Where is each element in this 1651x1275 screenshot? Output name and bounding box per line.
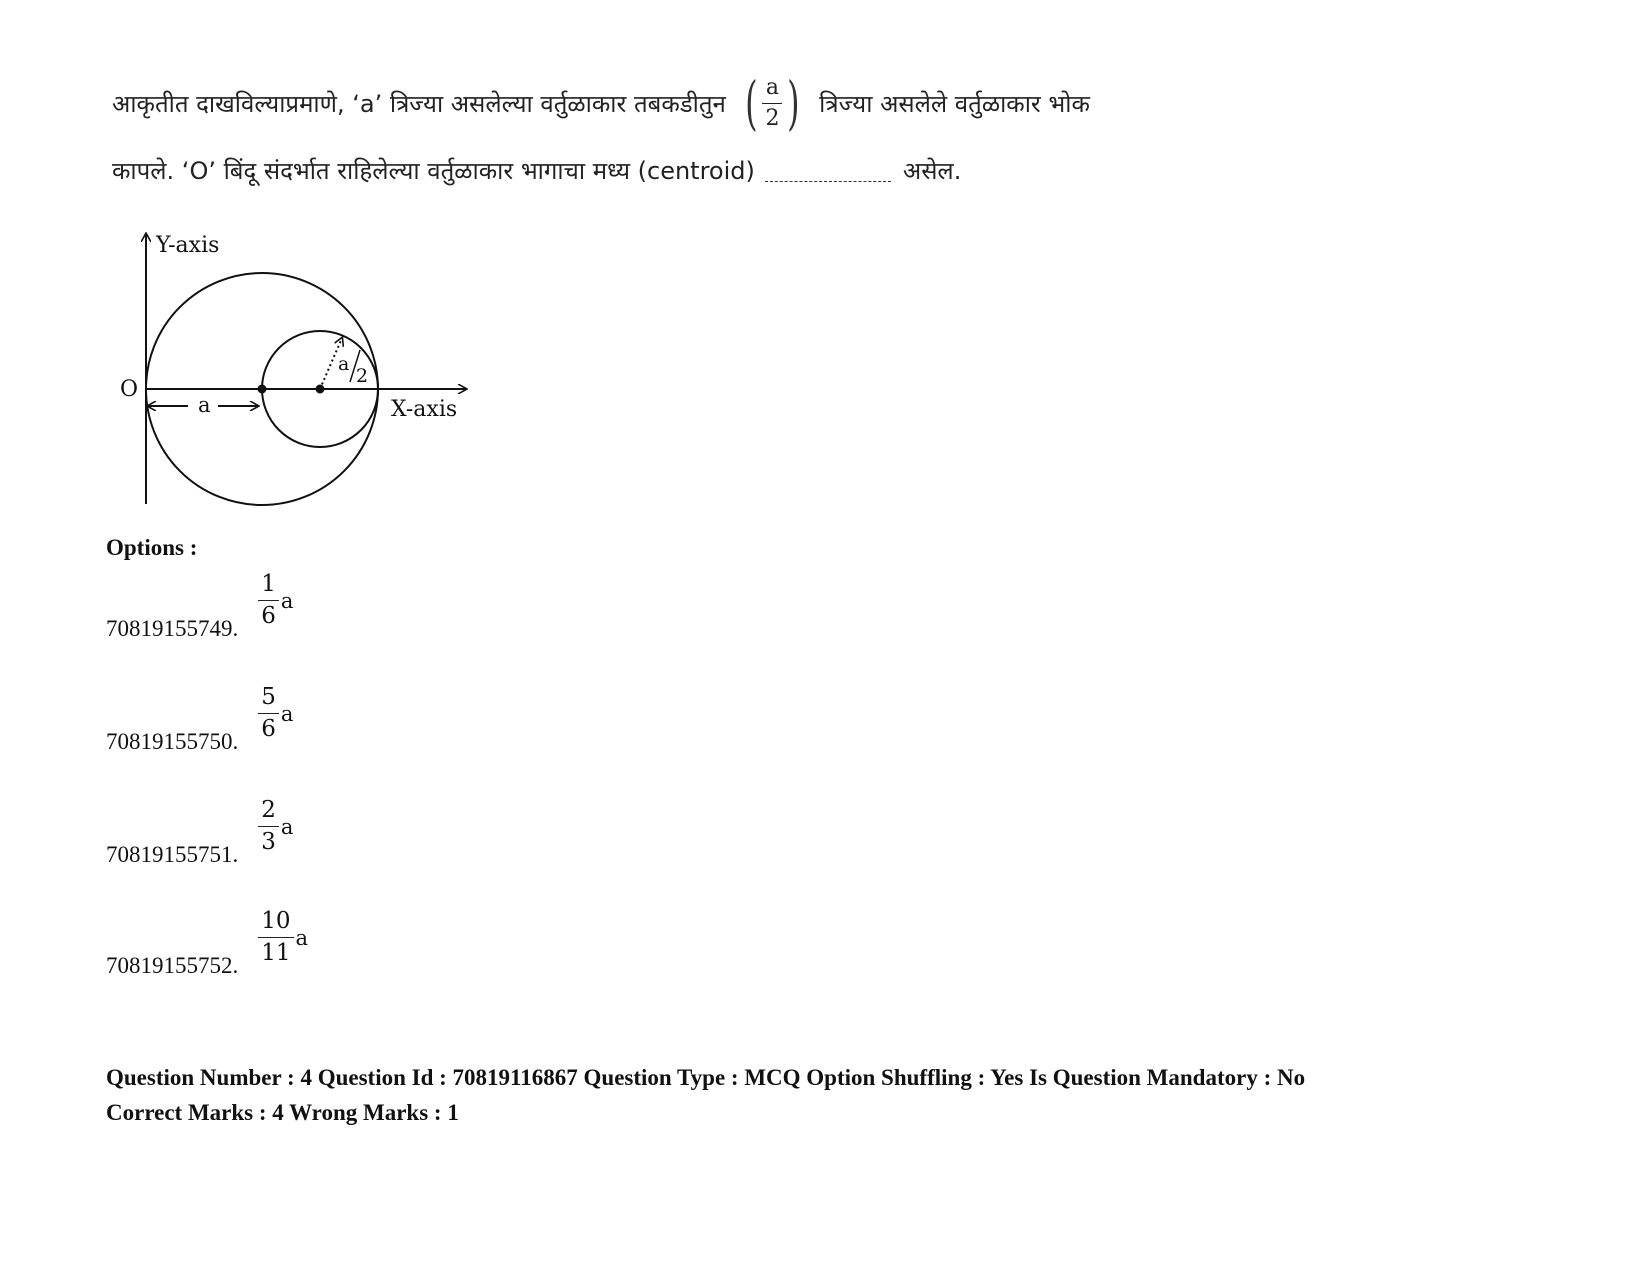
option-value (258, 573, 293, 628)
disc-center-dot (258, 385, 267, 394)
origin-label: O (120, 377, 139, 402)
question-text-part-2: त्रिज्या असलेले वर्तुळाकार भोक (819, 89, 1090, 118)
option-numerator: 1 (261, 571, 276, 597)
option-item[interactable] (106, 571, 294, 641)
option-fraction (258, 799, 279, 854)
option-denominator: 6 (258, 713, 279, 741)
option-value (258, 799, 293, 854)
disc-with-hole-diagram (106, 222, 506, 522)
question-meta-line-1: Question Number : 4 Question Id : 70819116867 Question Type : MCQ Option Shuffling : Yes Is Question Mandatory : No (106, 1065, 1306, 1090)
distance-label: a (198, 393, 211, 417)
option-id: 70819155751. (106, 842, 239, 867)
option-fraction (258, 910, 293, 965)
question-text-part-4: असेल. (902, 156, 962, 185)
fraction-numerator: a (765, 74, 780, 100)
question-meta-line-2: Correct Marks : 4 Wrong Marks : 1 (106, 1100, 459, 1125)
option-denominator: 11 (258, 937, 293, 965)
option-variable: a (280, 701, 294, 726)
option-numerator: 2 (261, 797, 276, 823)
right-parenthesis: ) (787, 69, 801, 137)
y-axis-label: Y-axis (156, 233, 220, 258)
left-parenthesis: ( (744, 69, 758, 137)
option-id: 70819155750. (106, 729, 239, 754)
radius-label-denominator: 2 (356, 365, 369, 387)
option-item[interactable] (106, 684, 294, 754)
option-id: 70819155749. (106, 616, 239, 641)
option-numerator: 10 (261, 908, 291, 934)
option-id: 70819155752. (106, 953, 239, 978)
option-item[interactable] (106, 797, 294, 867)
option-value (258, 686, 293, 741)
hole-radius-fraction (740, 69, 805, 137)
fraction (762, 74, 782, 131)
question-figure (106, 222, 506, 526)
option-item[interactable] (106, 908, 309, 978)
option-denominator: 6 (258, 600, 279, 628)
options-heading: Options : (106, 535, 198, 560)
question-text-part-3: कापले. ‘O’ बिंदू संदर्भात राहिलेल्या वर्तुळाकार भागाचा मध्य (centroid) (112, 156, 755, 185)
option-fraction (258, 686, 279, 741)
radius-label-numerator: a (338, 353, 350, 375)
option-denominator: 3 (258, 826, 279, 854)
option-variable: a (295, 925, 309, 950)
option-variable: a (280, 814, 294, 839)
option-numerator: 5 (261, 684, 276, 710)
x-axis-label: X-axis (391, 397, 458, 422)
question-text-part-1: आकृतीत दाखविल्याप्रमाणे, ‘a’ त्रिज्या असलेल्या वर्तुळाकार तबकडीतुन (112, 89, 726, 118)
question-line-1 (112, 68, 1090, 138)
answer-blank (765, 159, 891, 182)
option-value (258, 910, 308, 965)
option-variable: a (280, 588, 294, 613)
fraction-denominator: 2 (762, 103, 782, 130)
question-line-2 (112, 150, 961, 190)
option-fraction (258, 573, 279, 628)
